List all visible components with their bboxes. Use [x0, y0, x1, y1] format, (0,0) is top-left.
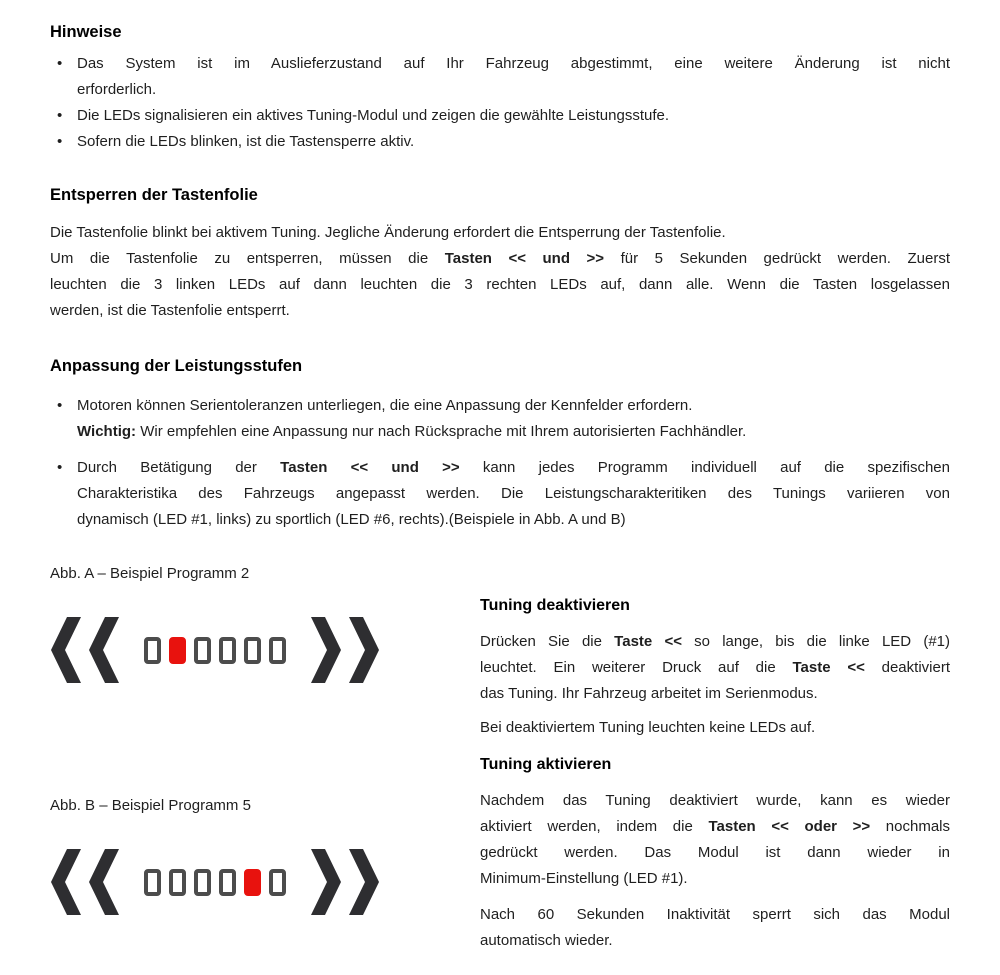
bullet-marker: • — [57, 397, 63, 414]
deaktivieren-note — [480, 715, 950, 741]
led-off — [194, 869, 211, 896]
led-off — [144, 869, 161, 896]
list-item — [50, 129, 950, 155]
paragraph-line: werden, ist die Tastenfolie entsperrt. — [50, 302, 290, 319]
section-title-hinweise: Hinweise — [50, 23, 122, 41]
list-item-text — [77, 393, 950, 445]
section-title-entsperren: Entsperren der Tastenfolie — [50, 186, 258, 204]
led-off — [144, 637, 161, 664]
bullet-marker: • — [57, 133, 63, 150]
paragraph-line: leuchten die 3 linken LEDs auf dann leuchten die 3 rechten LEDs auf, dann alle. Wenn die Tasten losgelassen — [50, 276, 950, 293]
paragraph-line: Nachdem das Tuning deaktiviert wurde, kann es wieder — [480, 792, 950, 809]
figure-b-label: Abb. B – Beispiel Programm 5 — [50, 797, 251, 814]
bullet-marker: • — [57, 107, 63, 124]
entsperren-paragraph — [50, 220, 950, 324]
list-item — [50, 103, 950, 129]
figures-column — [50, 545, 480, 954]
paragraph-line: Die LEDs signalisieren ein aktives Tuning-Modul und zeigen die gewählte Leistungsstufe. — [77, 107, 670, 124]
paragraph-line: das Tuning. Ihr Fahrzeug arbeitet im Serienmodus. — [480, 685, 818, 702]
paragraph-line: Bei deaktiviertem Tuning leuchten keine LEDs auf. — [480, 719, 816, 736]
led-off — [219, 637, 236, 664]
paragraph-line: aktiviert werden, indem die Tasten << oder >> nochmals — [480, 818, 950, 835]
led-off — [219, 869, 236, 896]
led-strip — [144, 637, 286, 664]
led-display-figure-a — [50, 617, 480, 683]
list-item-text — [77, 455, 950, 533]
aktivieren-note — [480, 902, 950, 954]
led-display-figure-b — [50, 849, 480, 915]
section-title-anpassung: Anpassung der Leistungsstufen — [50, 357, 303, 375]
paragraph-line: Motoren können Serientoleranzen unterliegen, die eine Anpassung der Kennfelder erfordern. — [77, 397, 693, 414]
double-chevron-right-icon — [310, 849, 380, 915]
paragraph-line: Minimum-Einstellung (LED #1). — [480, 870, 688, 887]
paragraph-line: automatisch wieder. — [480, 932, 613, 949]
led-off — [269, 637, 286, 664]
double-chevron-left-icon — [50, 617, 120, 683]
heading-tuning-aktivieren: Tuning aktivieren — [480, 756, 612, 773]
led-on — [244, 869, 261, 896]
figures-and-instructions — [50, 545, 950, 954]
double-chevron-right-icon — [310, 617, 380, 683]
paragraph-line: Das System ist im Auslieferzustand auf Ihr Fahrzeug abgestimmt, eine weitere Änderung ist nicht — [77, 55, 950, 72]
paragraph-line: Um die Tastenfolie zu entsperren, müssen die Tasten << und >> für 5 Sekunden gedrückt werden. Zuerst — [50, 250, 951, 267]
list-item — [50, 51, 950, 103]
aktivieren-paragraph — [480, 788, 950, 892]
anpassung-list — [50, 393, 950, 533]
led-strip — [144, 869, 286, 896]
led-off — [194, 637, 211, 664]
paragraph-line: Sofern die LEDs blinken, ist die Tastensperre aktiv. — [77, 133, 415, 150]
bullet-marker: • — [57, 459, 63, 476]
list-item-text — [77, 51, 950, 103]
led-off — [169, 869, 186, 896]
bullet-marker: • — [57, 55, 63, 72]
instructions-column — [480, 595, 950, 954]
paragraph-line: Drücken Sie die Taste << so lange, bis die linke LED (#1) — [480, 633, 950, 650]
deaktivieren-paragraph — [480, 629, 950, 707]
list-item — [50, 393, 950, 445]
paragraph-line: gedrückt werden. Das Modul ist dann wieder in — [480, 844, 950, 861]
figure-a-label: Abb. A – Beispiel Programm 2 — [50, 565, 250, 582]
paragraph-line: Charakteristika des Fahrzeugs angepasst werden. Die Leistungscharakteritiken des Tunings variieren von — [77, 485, 950, 502]
paragraph-line: Nach 60 Sekunden Inaktivität sperrt sich das Modul — [480, 906, 950, 923]
paragraph-line: Durch Betätigung der Tasten << und >> kann jedes Programm individuell auf die spezifischen — [77, 459, 950, 476]
list-item-text — [77, 129, 950, 155]
double-chevron-left-icon — [50, 849, 120, 915]
paragraph-line: Wichtig: Wir empfehlen eine Anpassung nur nach Rücksprache mit Ihrem autorisierten Fachhändler. — [77, 423, 747, 440]
paragraph-line: erforderlich. — [77, 81, 157, 98]
led-off — [269, 869, 286, 896]
led-on — [169, 637, 186, 664]
paragraph-line: leuchtet. Ein weiterer Druck auf die Taste << deaktiviert — [480, 659, 950, 676]
list-item-text — [77, 103, 950, 129]
hinweise-list — [50, 51, 950, 155]
led-off — [244, 637, 261, 664]
paragraph-line: Die Tastenfolie blinkt bei aktivem Tuning. Jegliche Änderung erfordert die Entsperrung der Tastenfolie. — [50, 224, 726, 241]
heading-tuning-deaktivieren: Tuning deaktivieren — [480, 597, 630, 614]
list-item — [50, 455, 950, 533]
paragraph-line: dynamisch (LED #1, links) zu sportlich (LED #6, rechts).(Beispiele in Abb. A und B) — [77, 511, 626, 528]
